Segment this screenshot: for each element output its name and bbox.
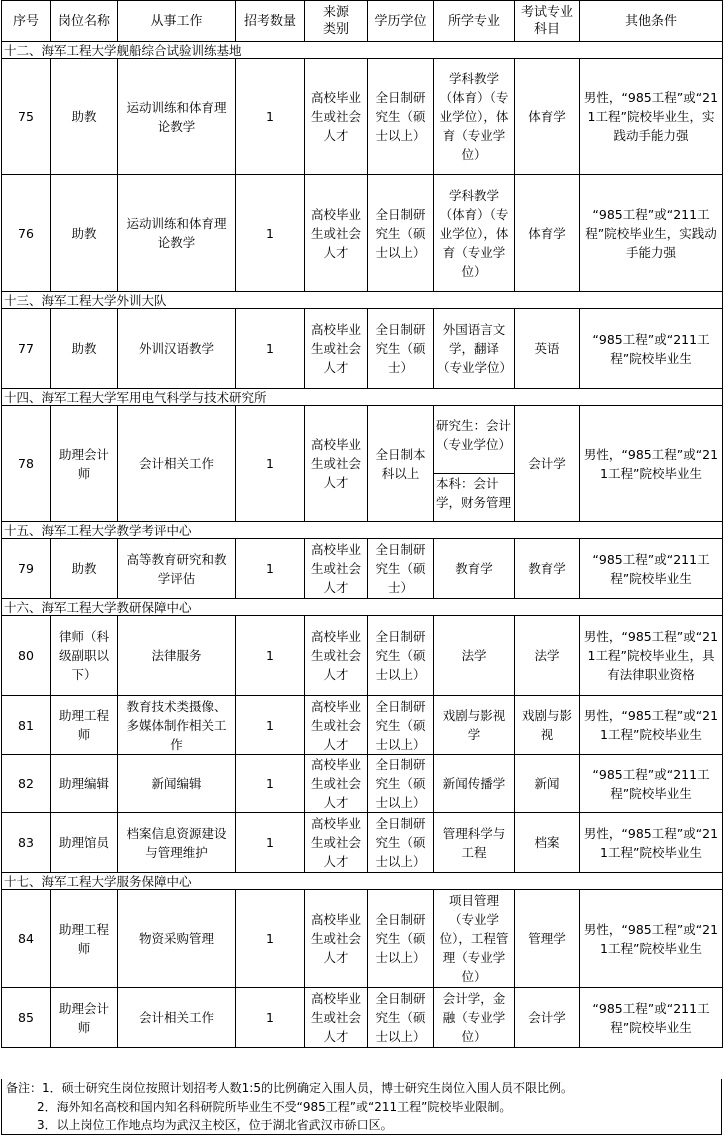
cell-degree: 全日制研究生（硕士以上）	[368, 755, 434, 813]
cell-work: 法律服务	[118, 616, 236, 696]
cell-work: 物资采购管理	[118, 890, 236, 988]
cell-seq: 84	[2, 890, 51, 988]
cell-major	[434, 406, 515, 522]
cell-major: 学科教学（体育）（专业学位），体育（专业学位）	[434, 175, 515, 292]
cell-degree: 全日制研究生（硕士）	[368, 539, 434, 599]
cell-seq: 76	[2, 175, 51, 292]
cell-count: 1	[236, 890, 305, 988]
cell-exam: 新闻	[515, 755, 580, 813]
cell-exam: 档案	[515, 813, 580, 873]
cell-degree: 全日制本科以上	[368, 406, 434, 522]
header-degree: 学历学位	[368, 1, 434, 42]
cell-post: 助理会计师	[51, 988, 118, 1048]
cell-count: 1	[236, 59, 305, 175]
cell-source: 高校毕业生或社会人才	[305, 406, 368, 522]
cell-source: 高校毕业生或社会人才	[305, 616, 368, 696]
header-other: 其他条件	[580, 1, 723, 42]
cell-major: 会计学，金融（专业学位）	[434, 988, 515, 1048]
note-3: 3．以上岗位工作地点均为武汉主校区，位于湖北省武汉市硚口区。	[37, 1118, 393, 1132]
cell-work: 外训汉语教学	[118, 309, 236, 389]
cell-degree: 全日制研究生（硕士以上）	[368, 890, 434, 988]
cell-work: 高等教育研究和教学评估	[118, 539, 236, 599]
cell-major: 项目管理（专业学位），工程管理（专业学位）	[434, 890, 515, 988]
cell-other: 男性，“985工程”或“211工程”院校毕业生，实践动手能力强	[580, 59, 723, 175]
cell-source: 高校毕业生或社会人才	[305, 539, 368, 599]
table-row	[2, 988, 723, 1048]
cell-count: 1	[236, 696, 305, 755]
cell-source: 高校毕业生或社会人才	[305, 988, 368, 1048]
cell-count: 1	[236, 616, 305, 696]
cell-exam: 英语	[515, 309, 580, 389]
section-row	[2, 599, 723, 616]
cell-post: 助理工程师	[51, 890, 118, 988]
cell-exam: 法学	[515, 616, 580, 696]
cell-major: 戏剧与影视学	[434, 696, 515, 755]
cell-other: 男性，“985工程”或“211工程”院校毕业生，具有法律职业资格	[580, 616, 723, 696]
header-seq: 序号	[2, 1, 51, 42]
cell-major: 法学	[434, 616, 515, 696]
cell-other: “985工程”或“211工程”院校毕业生	[580, 988, 723, 1048]
cell-post: 律师（科级副职以下）	[51, 616, 118, 696]
cell-other: “985工程”或“211工程”院校毕业生	[580, 755, 723, 813]
cell-exam: 会计学	[515, 406, 580, 522]
cell-seq: 81	[2, 696, 51, 755]
section-title: 十三、海军工程大学外训大队	[2, 292, 723, 309]
cell-source: 高校毕业生或社会人才	[305, 890, 368, 988]
cell-seq: 82	[2, 755, 51, 813]
section-title: 十四、海军工程大学军用电气科学与技术研究所	[2, 389, 723, 406]
major-graduate: 研究生：会计（专业学位）	[434, 416, 514, 474]
section-title: 十五、海军工程大学教学考评中心	[2, 522, 723, 539]
cell-other: 男性，“985工程”或“211工程”院校毕业生	[580, 406, 723, 522]
cell-post: 助理工程师	[51, 696, 118, 755]
table-row	[2, 175, 723, 292]
table-row	[2, 309, 723, 389]
cell-source: 高校毕业生或社会人才	[305, 813, 368, 873]
cell-major: 外国语言文学，翻译（专业学位）	[434, 309, 515, 389]
cell-seq: 78	[2, 406, 51, 522]
header-row	[2, 1, 723, 42]
section-row	[2, 292, 723, 309]
cell-degree: 全日制研究生（硕士以上）	[368, 813, 434, 873]
notes	[1, 1079, 722, 1135]
table-row	[2, 539, 723, 599]
cell-source: 高校毕业生或社会人才	[305, 175, 368, 292]
cell-post: 助教	[51, 59, 118, 175]
cell-major: 新闻传播学	[434, 755, 515, 813]
cell-count: 1	[236, 406, 305, 522]
cell-count: 1	[236, 175, 305, 292]
cell-seq: 77	[2, 309, 51, 389]
cell-seq: 80	[2, 616, 51, 696]
header-exam: 考试专业 科目	[515, 1, 580, 42]
cell-exam: 戏剧与影视	[515, 696, 580, 755]
cell-work: 档案信息资源建设与管理维护	[118, 813, 236, 873]
cell-post: 助教	[51, 309, 118, 389]
table-row	[2, 696, 723, 755]
table-row	[2, 755, 723, 813]
cell-other: 男性，“985工程”或“211工程”院校毕业生	[580, 696, 723, 755]
cell-exam: 会计学	[515, 988, 580, 1048]
cell-other: “985工程”或“211工程”院校毕业生，实践动手能力强	[580, 175, 723, 292]
table-row	[2, 890, 723, 988]
table-row	[2, 813, 723, 873]
cell-count: 1	[236, 309, 305, 389]
note-2: 2．海外知名高校和国内知名科研院所毕业生不受“985工程”或“211工程”院校毕业限制。	[37, 1099, 512, 1114]
cell-work: 新闻编辑	[118, 755, 236, 813]
cell-exam: 体育学	[515, 175, 580, 292]
cell-seq: 83	[2, 813, 51, 873]
cell-exam: 管理学	[515, 890, 580, 988]
cell-other: 男性，“985工程”或“211工程”院校毕业生	[580, 890, 723, 988]
cell-count: 1	[236, 988, 305, 1048]
cell-other: 男性，“985工程”或“211工程”院校毕业生	[580, 813, 723, 873]
cell-exam: 体育学	[515, 59, 580, 175]
cell-degree: 全日制研究生（硕士以上）	[368, 59, 434, 175]
header-post: 岗位名称	[51, 1, 118, 42]
cell-degree: 全日制研究生（硕士）	[368, 309, 434, 389]
cell-post: 助理编辑	[51, 755, 118, 813]
cell-post: 助理会计师	[51, 406, 118, 522]
cell-major: 学科教学（体育）（专业学位），体育（专业学位）	[434, 59, 515, 175]
cell-degree: 全日制研究生（硕士以上）	[368, 696, 434, 755]
cell-degree: 全日制研究生（硕士以上）	[368, 988, 434, 1048]
section-title: 十二、海军工程大学舰船综合试验训练基地	[2, 42, 723, 59]
cell-major: 教育学	[434, 539, 515, 599]
cell-post: 助教	[51, 539, 118, 599]
table-row	[2, 616, 723, 696]
table-row	[2, 59, 723, 175]
section-row	[2, 42, 723, 59]
cell-count: 1	[236, 539, 305, 599]
cell-work: 运动训练和体育理论教学	[118, 59, 236, 175]
header-major: 所学专业	[434, 1, 515, 42]
note-1: 备注：1．硕士研究生岗位按照计划招考人数1:5的比例确定入围人员，博士研究生岗位入围人员不限比例。	[6, 1081, 573, 1095]
cell-source: 高校毕业生或社会人才	[305, 755, 368, 813]
cell-seq: 75	[2, 59, 51, 175]
section-title: 十七、海军工程大学服务保障中心	[2, 873, 723, 890]
cell-post: 助教	[51, 175, 118, 292]
cell-work: 会计相关工作	[118, 406, 236, 522]
cell-work: 运动训练和体育理论教学	[118, 175, 236, 292]
recruitment-table	[1, 0, 723, 1048]
header-source: 来源 类别	[305, 1, 368, 42]
section-row	[2, 389, 723, 406]
cell-source: 高校毕业生或社会人才	[305, 696, 368, 755]
cell-exam: 教育学	[515, 539, 580, 599]
cell-other: “985工程”或“211工程”院校毕业生	[580, 539, 723, 599]
header-count: 招考数量	[236, 1, 305, 42]
cell-seq: 85	[2, 988, 51, 1048]
major-undergraduate: 本科：会计学，财务管理	[436, 475, 512, 510]
cell-source: 高校毕业生或社会人才	[305, 59, 368, 175]
cell-degree: 全日制研究生（硕士以上）	[368, 175, 434, 292]
cell-work: 会计相关工作	[118, 988, 236, 1048]
section-row	[2, 873, 723, 890]
cell-degree: 全日制研究生（硕士以上）	[368, 616, 434, 696]
cell-other: “985工程”或“211工程”院校毕业生	[580, 309, 723, 389]
cell-post: 助理馆员	[51, 813, 118, 873]
cell-source: 高校毕业生或社会人才	[305, 309, 368, 389]
cell-seq: 79	[2, 539, 51, 599]
table-row	[2, 406, 723, 522]
section-title: 十六、海军工程大学教研保障中心	[2, 599, 723, 616]
cell-major: 管理科学与工程	[434, 813, 515, 873]
section-row	[2, 522, 723, 539]
cell-work: 教育技术类摄像、多媒体制作相关工作	[118, 696, 236, 755]
header-work: 从事工作	[118, 1, 236, 42]
cell-count: 1	[236, 813, 305, 873]
cell-count: 1	[236, 755, 305, 813]
